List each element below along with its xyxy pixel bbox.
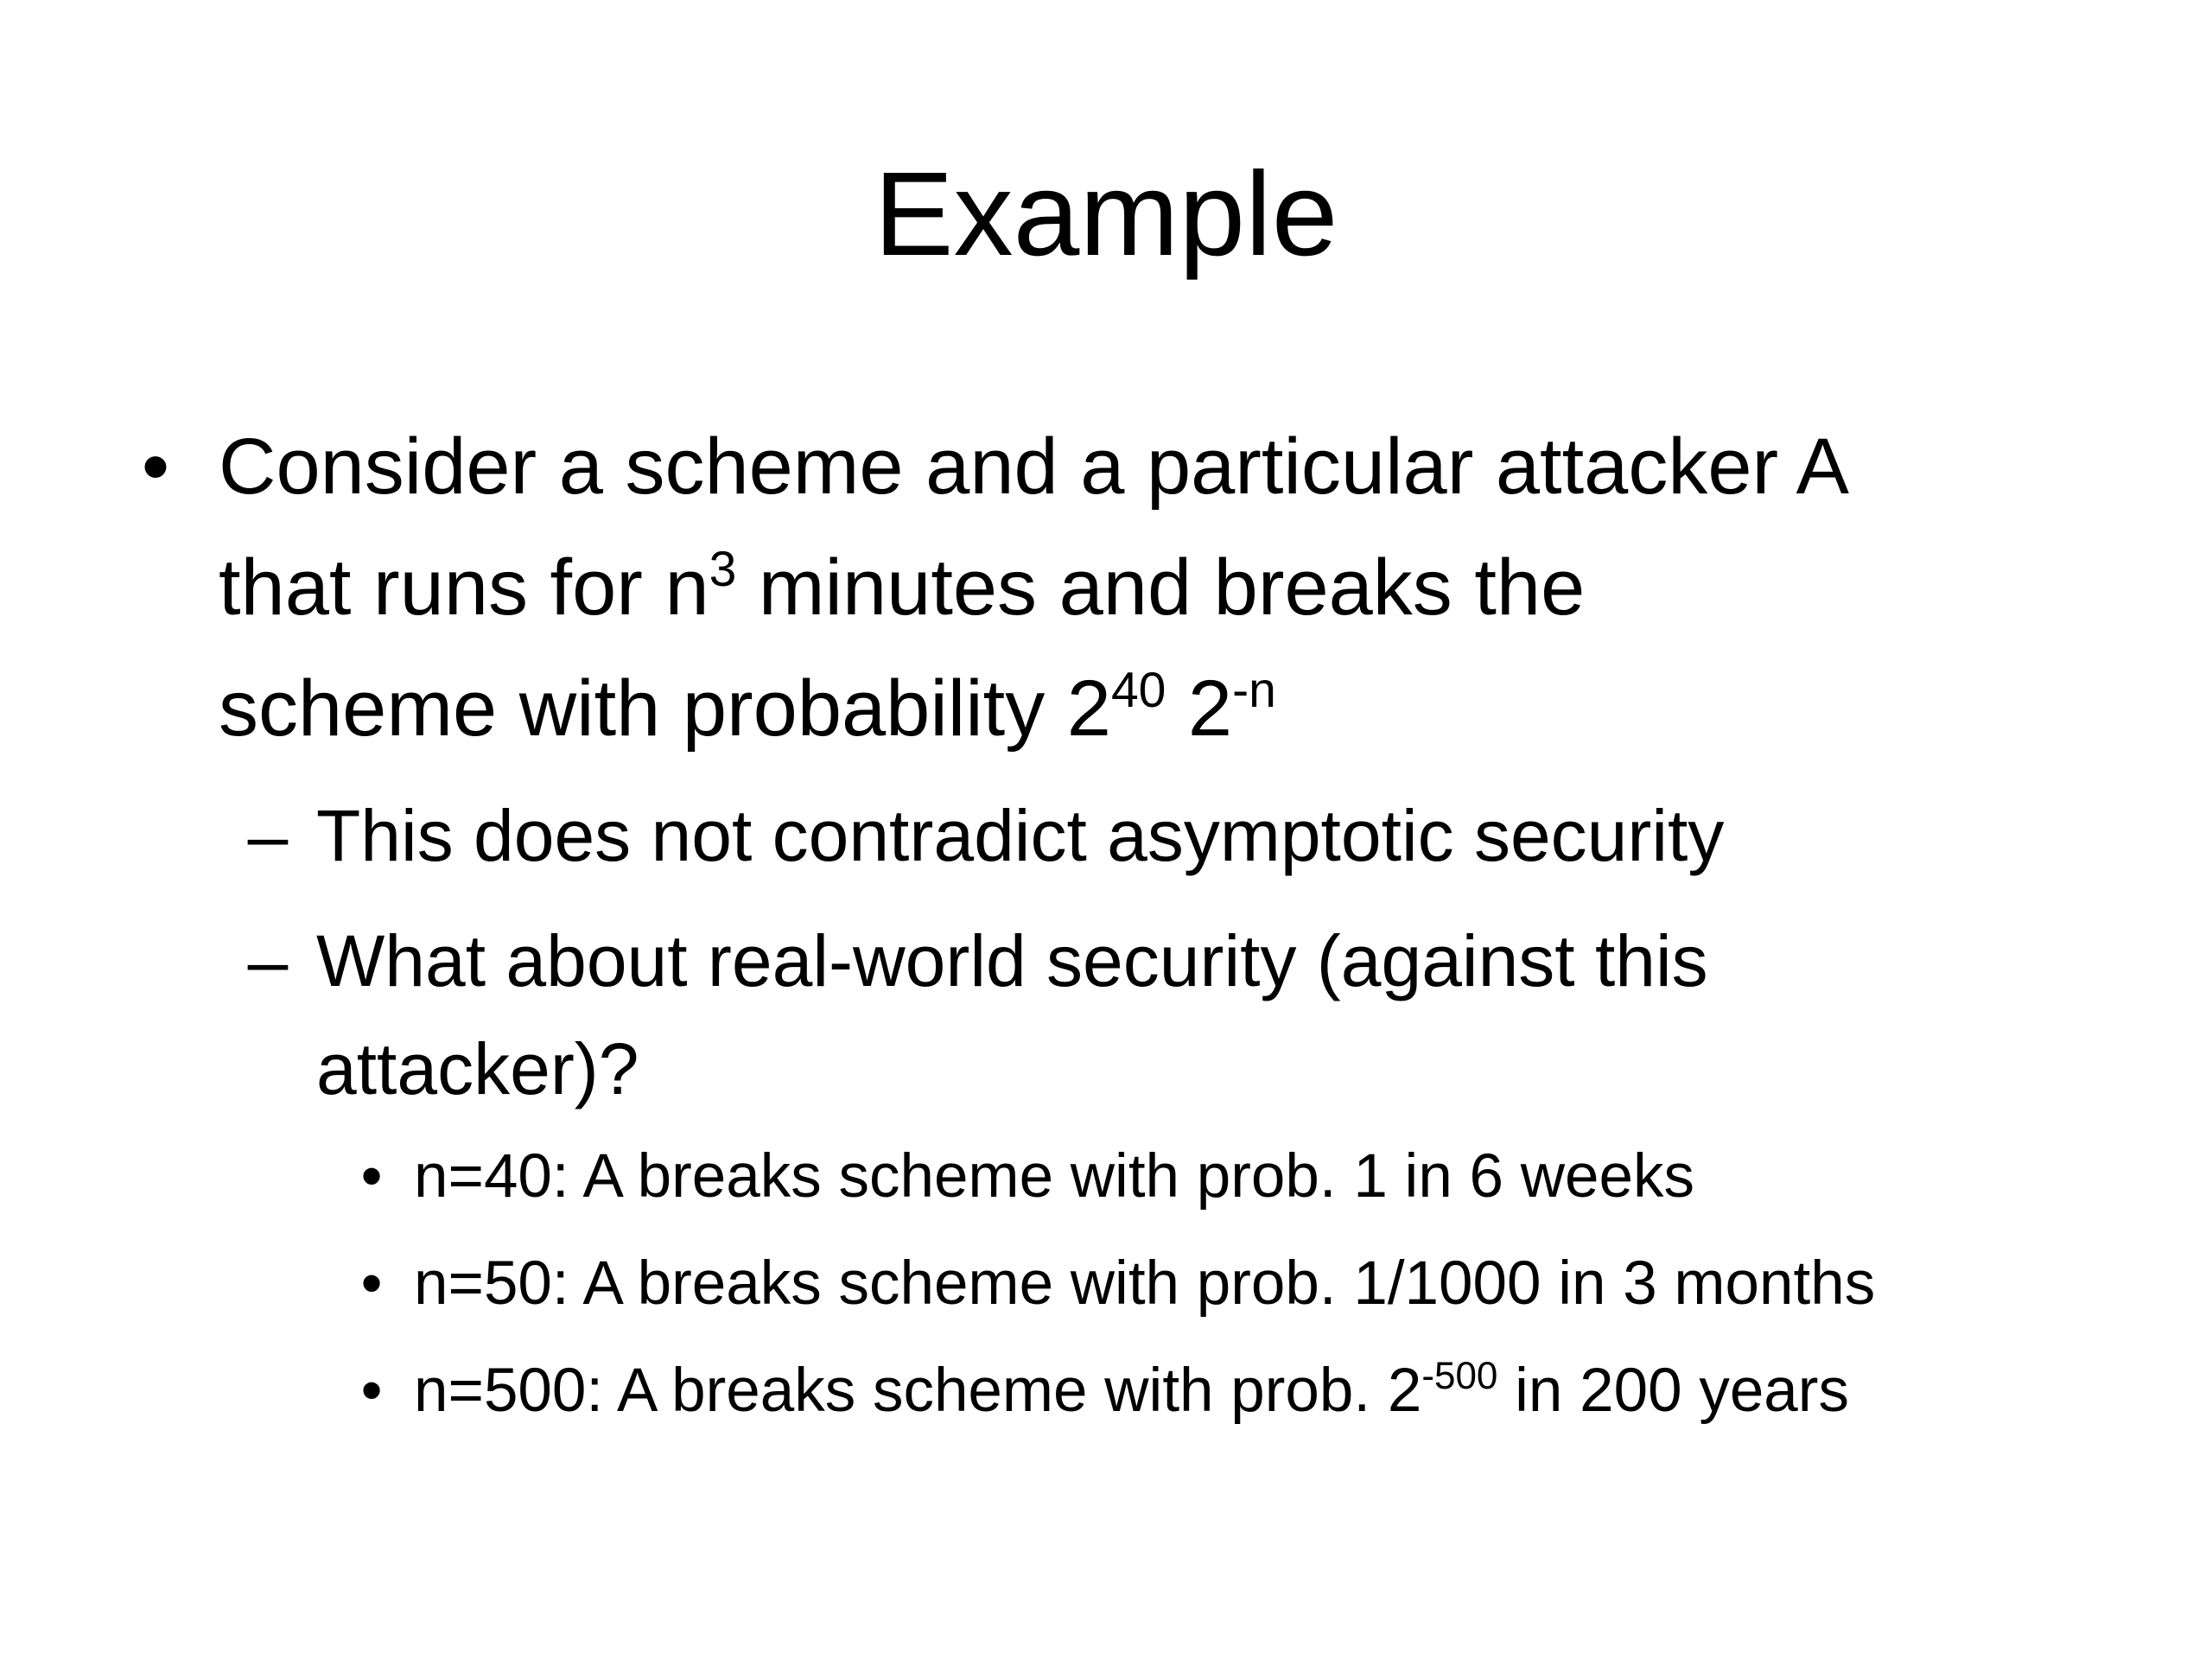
exponent: -500 xyxy=(1421,1355,1498,1398)
bullet-1-line-2-text: that runs for n xyxy=(219,543,709,632)
bullet-1-line-3-text-mid: 2 xyxy=(1166,664,1233,753)
sub-bullet-2-line-2: attacker)? xyxy=(316,1028,639,1109)
bullet-marker: • xyxy=(141,423,170,511)
bullet-1-line-3-text: scheme with probability 2 xyxy=(219,664,1111,753)
bullet-1-line-2 xyxy=(219,527,1585,648)
exponent: 3 xyxy=(709,541,737,597)
dash-marker: – xyxy=(247,795,289,876)
sub-sub-bullet-1: n=40: A breaks scheme with prob. 1 in 6 weeks xyxy=(414,1142,1694,1211)
bullet-1-line-3 xyxy=(219,648,1276,769)
bullet-1-line-1: Consider a scheme and a particular attacker A xyxy=(219,423,1849,511)
dash-marker: – xyxy=(247,920,289,1001)
exponent: -n xyxy=(1232,662,1276,718)
bullet-marker: • xyxy=(360,1249,383,1318)
sub-sub-bullet-3-text: n=500: A breaks scheme with prob. 2 xyxy=(414,1357,1422,1425)
exponent: 40 xyxy=(1110,662,1166,718)
bullet-1-line-2-text-after: minutes and breaks the xyxy=(736,543,1586,632)
slide-title: Example xyxy=(874,148,1338,281)
bullet-marker: • xyxy=(360,1142,383,1211)
sub-bullet-1: This does not contradict asymptotic security xyxy=(316,795,1725,876)
sub-sub-bullet-2: n=50: A breaks scheme with prob. 1/1000 in 3 months xyxy=(414,1249,1876,1318)
sub-sub-bullet-3 xyxy=(414,1338,1849,1445)
sub-sub-bullet-3-text-after: in 200 years xyxy=(1497,1357,1849,1425)
bullet-marker: • xyxy=(360,1357,383,1425)
sub-bullet-2-line-1: What about real-world security (against this xyxy=(316,920,1708,1001)
